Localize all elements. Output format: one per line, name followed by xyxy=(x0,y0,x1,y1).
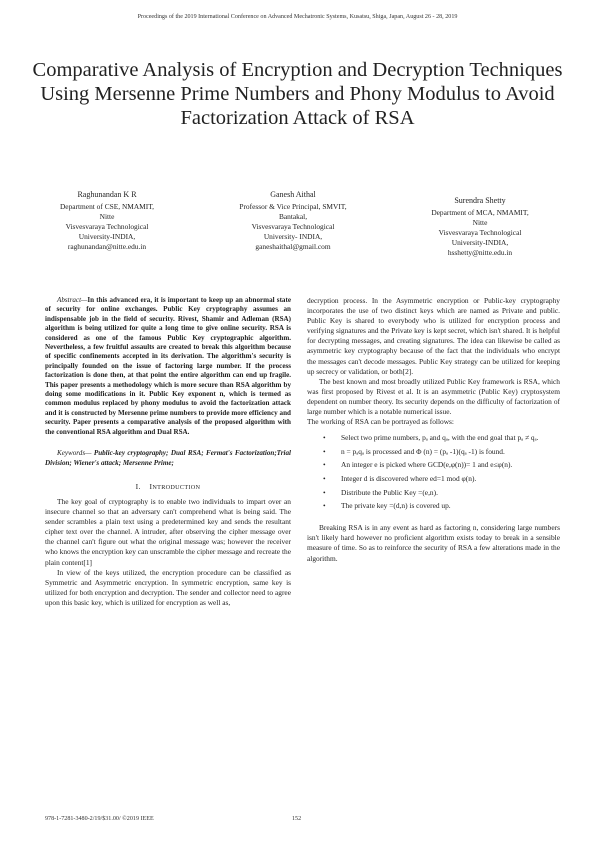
bullet-icon: • xyxy=(323,501,326,511)
author-affiliation-line: Nitte xyxy=(99,212,115,221)
section-number: I. xyxy=(135,481,141,491)
keywords-label: Keywords— xyxy=(57,449,92,458)
author-affiliation-line: Nitte xyxy=(472,218,488,227)
author-affiliation-line: Department of CSE, NMAMIT, xyxy=(59,202,155,211)
author-email: ganeshaithal@gmail.com xyxy=(255,242,331,251)
intro-paragraph: In view of the keys utilized, the encryption procedure can be classified as Symmetric and Asymmetric encryption. In symmetric encryption, same key is utilized for both encryption and decryption. The sender and collector need to agree upon this basic key, which is utilized for encryption as well as, xyxy=(45,567,291,607)
author-block xyxy=(45,190,169,252)
abstract-label: Abstract— xyxy=(57,296,88,304)
list-item xyxy=(323,433,560,443)
author-affiliation-line: University- INDIA, xyxy=(263,232,323,241)
author-name: Ganesh Aithal xyxy=(270,190,316,199)
left-column xyxy=(45,296,291,608)
page-number: 152 xyxy=(292,816,302,822)
list-item xyxy=(323,460,560,470)
abstract xyxy=(45,296,291,437)
bullet-icon: • xyxy=(323,487,326,497)
body-paragraph: The working of RSA can be portrayed as follows: xyxy=(307,417,454,427)
list-item xyxy=(323,474,560,484)
bullet-icon: • xyxy=(323,446,326,456)
author-block xyxy=(410,196,550,258)
bullet-icon: • xyxy=(323,433,326,443)
section-heading-introduction xyxy=(45,482,291,493)
author-block xyxy=(218,190,368,252)
author-affiliation-line: Visvesvaraya Technological xyxy=(65,222,149,231)
list-item xyxy=(323,446,560,457)
author-affiliation-line: Department of MCA, NMAMIT, xyxy=(431,208,529,217)
section-first-letter: I xyxy=(149,481,153,491)
intro-paragraph: The key goal of cryptography is to enable two individuals to impart over an insecure channel so that an adversary can't comprehend what is being said. The sender scrambles a plain text using a predetermined key and sends the resultant cipher text over the channel. A intruder, after observing the cipher message over the channel can't figure out what the original message was; however the receiver who knows the encryption key can unscramble the cipher message and recreate the plain content[1] xyxy=(45,497,291,567)
right-column xyxy=(307,296,560,564)
author-affiliation-line: Bantakal, xyxy=(278,212,308,221)
proceedings-header: Proceedings of the 2019 International Conference on Advanced Mechatronic Systems, Kusatsu, Shiga, Japan, August 26 - 28, 2019 xyxy=(137,14,458,20)
list-item xyxy=(323,501,560,511)
list-item xyxy=(323,487,560,498)
body-paragraph: The best known and most broadly utilized Public Key framework is RSA, which was first proposed by Rivest et al. It is an asymmetric (Public Key) cryptosystem dependent on number theory. Its security depends on the difficulty of factorization of large number which is a notable numerical issue. xyxy=(307,376,560,417)
author-name: Raghunandan K R xyxy=(77,190,137,199)
body-paragraph: decryption process. In the Asymmetric encryption or Public-key cryptography incorporates the use of two distinct keys which are named as Private and public. Public Key is shared to everybody who is utilized for encryption process and verifying signatures and the Private key is kept secret, which isn't shared. It is helpful for decrypting messages, and creating signatures. The idea can likewise be called as asymmetric key cryptography because of the fact that the individuals who encrypt the messages can't decode messages. Public Key strategy can be utilized for keeping up secrecy or validation, or both[2]. xyxy=(307,296,560,376)
author-email: raghunandan@nitte.edu.in xyxy=(67,242,147,251)
list-item-text: Select two prime numbers, pₐ and qₐ, with the end goal that pₐ ≠ qₐ. xyxy=(341,433,539,443)
paper-title: Comparative Analysis of Encryption and Decryption Techniques Using Mersenne Prime Numbers and Phony Modulus to Avoid Factorization Attack of RSA xyxy=(32,59,563,129)
author-affiliation-line: Visvesvaraya Technological xyxy=(438,228,522,237)
author-affiliation-line: Visvesvaraya Technological xyxy=(251,222,335,231)
author-affiliation-line: University-INDIA, xyxy=(451,238,509,247)
footer-copyright: 978-1-7281-3480-2/19/$31.00/ ©2019 IEEE xyxy=(45,816,154,822)
list-item-text: An integer e is picked where GCD(e,φ(n))= 1 and e≤φ(n). xyxy=(341,460,513,470)
keywords-text: Public-key cryptography; Dual RSA; Fermat's Factorization;Trial Division; Wiener's attack; Mersenne Prime; xyxy=(45,449,291,467)
list-item-text: n = pₐqₐ is processed and Φ (n) = (pₐ -1)(qₐ -1) is found. xyxy=(341,446,505,456)
author-affiliation-line: University-INDIA, xyxy=(78,232,136,241)
abstract-text: In this advanced era, it is important to keep up an abnormal state of security for online exchanges. Public Key cryptography assumes an indispensable job in the field of security. Rivest, Shamir and Adleman (RSA) algorithm is being utilized for quite a long time to give online security. RSA is considered as one of the famous Public Key cryptographic algorithm. Nevertheless, a few fruitful assaults are created to break this algorithm because of specific confinements accepted in its derivation. The algorithm's security is principally founded on the issue of factoring large number. If the process factorization is done then, at that point the entire algorithm can end up fragile. This paper presents a methodology which is more secure than RSA algorithm by doing some modifications in it. Public Key exponent n, which is termed as common modulus replaced by phony modulus to avoid the factorization attack and it is constructed by Mersenne prime numbers to provide more efficiency and security. Paper presents a comparative analysis of the proposed algorithm with the conventional RSA algorithm and Dual RSA. xyxy=(45,296,291,436)
section-title-rest: NTRODUCTION xyxy=(152,483,201,491)
list-item-text: Integer d is discovered where ed=1 mod φ(n). xyxy=(341,474,477,483)
bullet-icon: • xyxy=(323,474,326,483)
author-email: hsshetty@nitte.edu.in xyxy=(447,248,513,257)
body-paragraph: Breaking RSA is in any event as hard as factoring n, considering large numbers isn't likely hard however no proficient algorithm exists today to break in a sensible measure of time. So as to reinforce the security of RSA a few alterations made in the algorithm. xyxy=(307,523,560,563)
list-item-text: Distribute the Public Key =(e,n). xyxy=(341,487,438,497)
author-name: Surendra Shetty xyxy=(454,196,506,205)
list-item-text: The private key =(d,n) is covered up. xyxy=(341,501,451,511)
author-affiliation-line: Professor & Vice Principal, SMVIT, xyxy=(239,202,347,211)
keywords xyxy=(45,449,291,468)
rsa-steps-list xyxy=(307,433,560,511)
bullet-icon: • xyxy=(323,460,326,470)
